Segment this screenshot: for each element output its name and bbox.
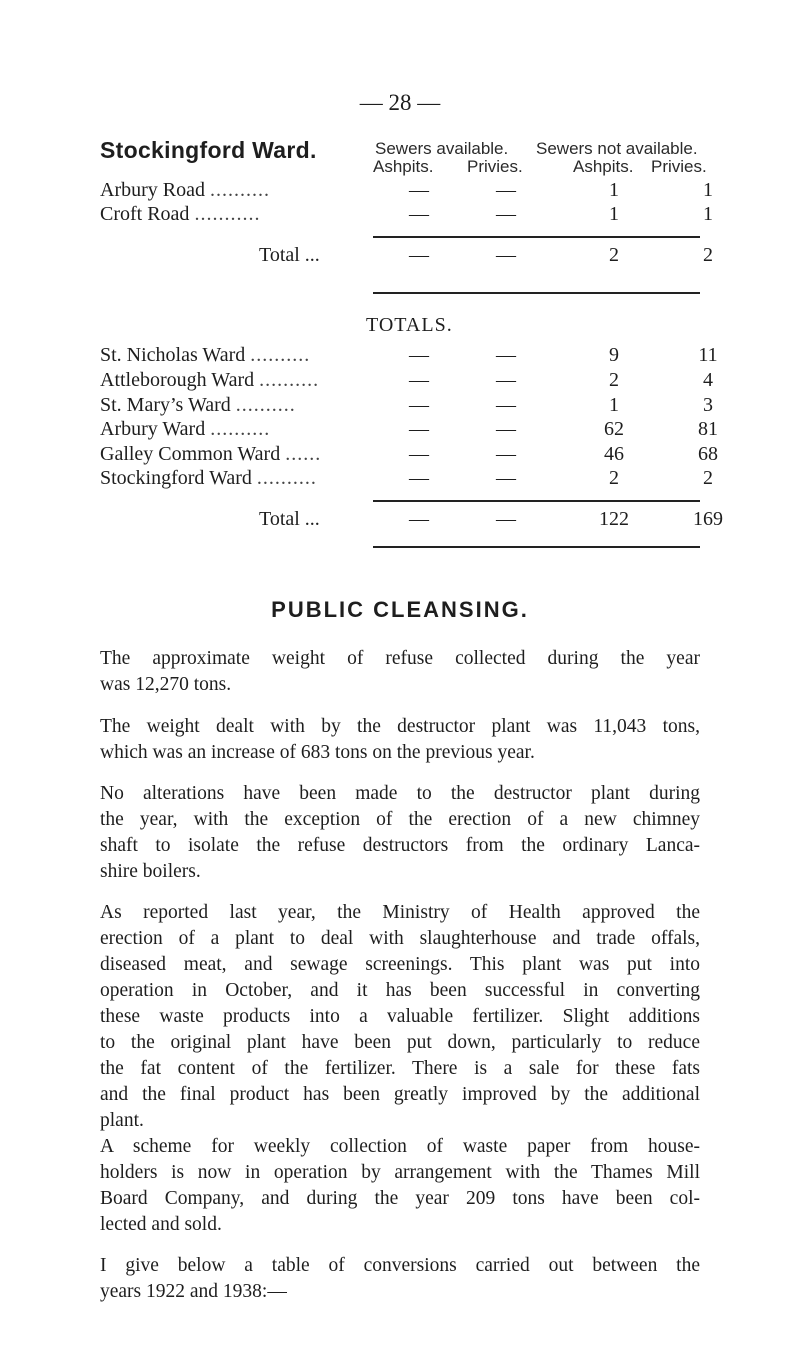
paragraph-line: Board Company, and during the year 209 tons have been col-: [100, 1188, 700, 1209]
paragraph-line: years 1922 and 1938:—: [100, 1281, 287, 1302]
header-privies-1: Privies.: [467, 157, 523, 176]
section-heading: PUBLIC CLEANSING.: [271, 597, 529, 622]
cell-nosewers-privies: 68: [698, 443, 718, 465]
cell-sewers-ashpits: —: [409, 418, 429, 440]
cell-total-3: 2: [609, 244, 619, 266]
paragraph-line: erection of a plant to deal with slaughterhouse and trade offals,: [100, 928, 700, 949]
header-sewers-not-available: Sewers not available.: [536, 139, 698, 158]
cell-nosewers-ashpits: 62: [604, 418, 624, 440]
paragraph-line: was 12,270 tons.: [100, 674, 232, 695]
cell-nosewers-privies: 81: [698, 418, 718, 440]
cell-nosewers-privies: 1: [703, 203, 713, 225]
paragraph-line: to the original plant have been put down, particularly to reduce: [100, 1032, 700, 1053]
paragraph-line: lected and sold.: [100, 1214, 222, 1235]
total-label: Total ...: [259, 244, 320, 266]
cell-total-2: —: [496, 508, 516, 530]
cell-sewers-ashpits: —: [409, 369, 429, 391]
row-label: Stockingford Ward ..........: [100, 467, 317, 489]
paragraph: [100, 781, 700, 885]
ward-title: Stockingford Ward.: [100, 137, 317, 163]
cell-sewers-privies: —: [496, 179, 516, 201]
cell-nosewers-ashpits: 1: [609, 394, 619, 416]
cell-sewers-ashpits: —: [409, 443, 429, 465]
row-label: Attleborough Ward ..........: [100, 369, 320, 391]
cell-total-3: 122: [599, 508, 629, 530]
cell-sewers-privies: —: [496, 394, 516, 416]
paragraph-line: A scheme for weekly collection of waste paper from house-: [100, 1136, 700, 1157]
paragraph: [100, 646, 700, 698]
paragraph-line: the year, with the exception of the erection of a new chimney: [100, 809, 700, 830]
paragraph: [100, 1253, 700, 1305]
cell-nosewers-ashpits: 2: [609, 369, 619, 391]
paragraph-line: I give below a table of conversions carried out between the: [100, 1255, 700, 1276]
header-privies-2: Privies.: [651, 157, 707, 176]
paragraph: [100, 900, 700, 1134]
cell-nosewers-privies: 4: [703, 369, 713, 391]
cell-sewers-ashpits: —: [409, 344, 429, 366]
paragraph-line: and the final product has been greatly improved by the additional: [100, 1084, 700, 1105]
header-sewers-available: Sewers available.: [375, 139, 509, 158]
table-rule: [373, 500, 700, 502]
cell-nosewers-privies: 11: [698, 344, 718, 366]
paragraph-line: holders is now in operation by arrangement with the Thames Mill: [100, 1162, 700, 1183]
paragraph-line: which was an increase of 683 tons on the previous year.: [100, 742, 535, 763]
table-rule: [373, 546, 700, 548]
paragraph-line: these waste products into a valuable fertilizer. Slight additions: [100, 1006, 700, 1027]
cell-nosewers-privies: 3: [703, 394, 713, 416]
cell-nosewers-ashpits: 2: [609, 467, 619, 489]
cell-sewers-privies: —: [496, 443, 516, 465]
cell-nosewers-ashpits: 46: [604, 443, 624, 465]
cell-sewers-ashpits: —: [409, 394, 429, 416]
row-label: St. Nicholas Ward ..........: [100, 344, 311, 366]
row-label: Galley Common Ward ......: [100, 443, 322, 465]
cell-sewers-privies: —: [496, 369, 516, 391]
paragraph-line: diseased meat, and sewage screenings. This plant was put into: [100, 954, 700, 975]
paragraph: [100, 1134, 700, 1238]
cell-total-1: —: [409, 508, 429, 530]
paragraph-line: shaft to isolate the refuse destructors from the ordinary Lanca-: [100, 835, 700, 856]
table-rule: [373, 236, 700, 238]
cell-sewers-privies: —: [496, 467, 516, 489]
page-number: — 28 —: [359, 90, 441, 115]
row-label: Croft Road ...........: [100, 203, 261, 225]
cell-total-2: —: [496, 244, 516, 266]
cell-sewers-ashpits: —: [409, 467, 429, 489]
paragraph-line: The weight dealt with by the destructor plant was 11,043 tons,: [100, 716, 700, 737]
cell-nosewers-ashpits: 1: [609, 179, 619, 201]
row-label: St. Mary’s Ward ..........: [100, 394, 296, 416]
paragraph-line: The approximate weight of refuse collected during the year: [100, 648, 700, 669]
cell-sewers-ashpits: —: [409, 203, 429, 225]
cell-nosewers-ashpits: 9: [609, 344, 619, 366]
paragraph-line: operation in October, and it has been successful in converting: [100, 980, 700, 1001]
row-label: Arbury Road ..........: [100, 179, 270, 201]
cell-sewers-privies: —: [496, 203, 516, 225]
cell-nosewers-privies: 2: [703, 467, 713, 489]
cell-sewers-privies: —: [496, 344, 516, 366]
paragraph: [100, 714, 700, 766]
cell-total-4: 2: [703, 244, 713, 266]
paragraph-line: the fat content of the fertilizer. There is a sale for these fats: [100, 1058, 700, 1079]
header-ashpits-2: Ashpits.: [573, 157, 634, 176]
paragraph-line: shire boilers.: [100, 861, 201, 882]
cell-sewers-ashpits: —: [409, 179, 429, 201]
header-ashpits-1: Ashpits.: [373, 157, 434, 176]
paragraph-line: plant.: [100, 1110, 144, 1131]
row-label: Arbury Ward ..........: [100, 418, 271, 440]
cell-nosewers-ashpits: 1: [609, 203, 619, 225]
cell-nosewers-privies: 1: [703, 179, 713, 201]
total-label: Total ...: [259, 508, 320, 530]
cell-total-1: —: [409, 244, 429, 266]
cell-sewers-privies: —: [496, 418, 516, 440]
cell-total-4: 169: [693, 508, 723, 530]
totals-title: TOTALS.: [366, 314, 453, 336]
table-rule: [373, 292, 700, 294]
paragraph-line: No alterations have been made to the destructor plant during: [100, 783, 700, 804]
paragraph-line: As reported last year, the Ministry of Health approved the: [100, 902, 700, 923]
